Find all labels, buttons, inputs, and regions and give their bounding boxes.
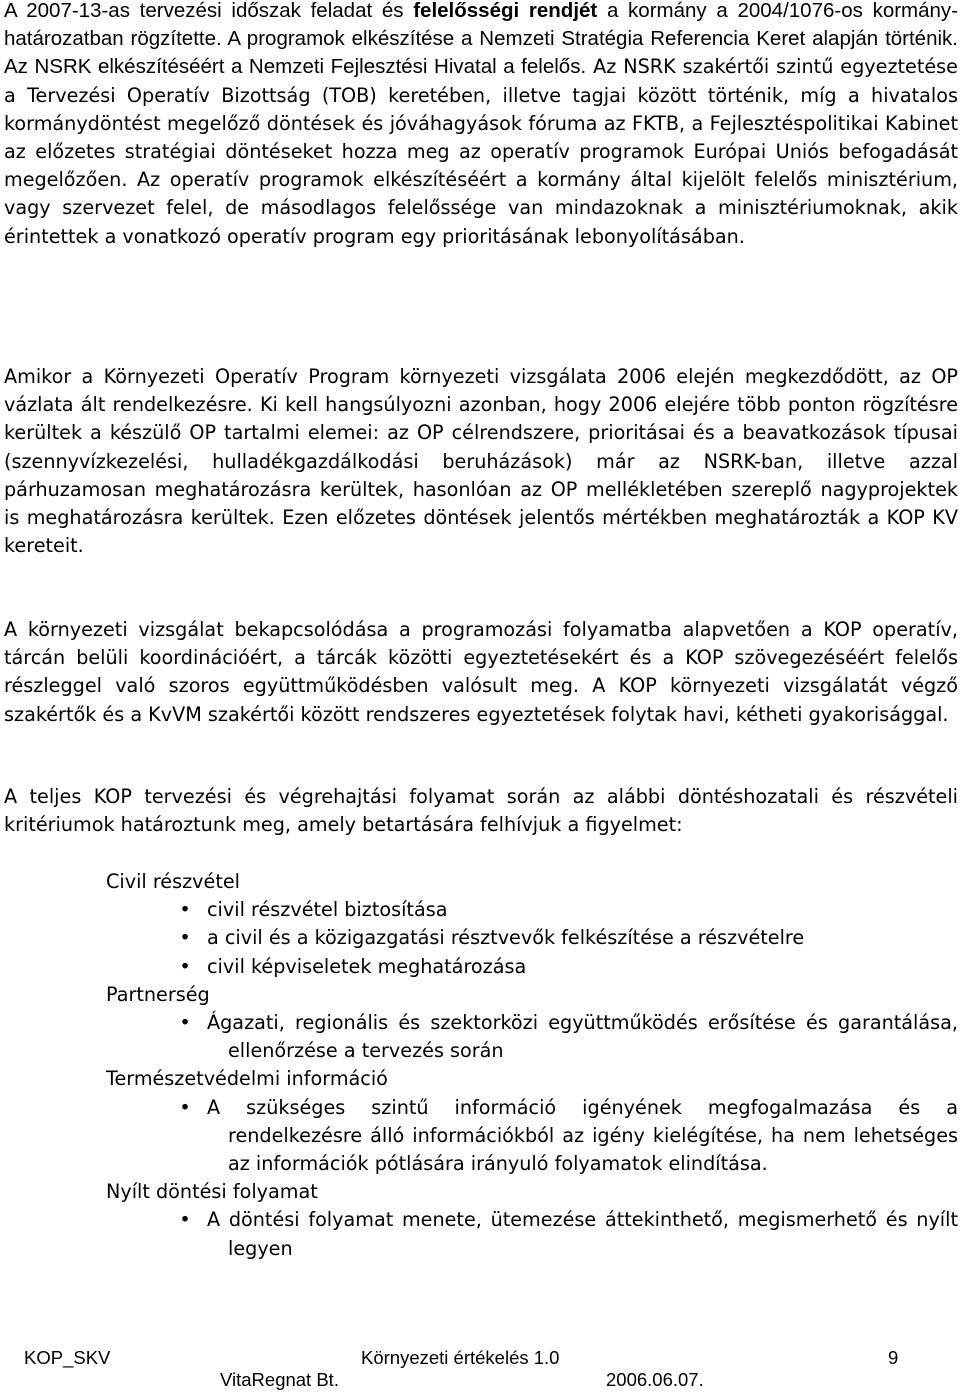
list-item-text: Ágazati, regionális és szektorközi együttműködés erősítése és garantálása, ellenőrzése a tervezés során <box>207 1011 958 1063</box>
paragraph-text: A 2007-13-as tervezési időszak feladat és <box>4 0 414 22</box>
bullet-list <box>4 1009 958 1065</box>
bullet-list <box>4 896 958 981</box>
bullet-icon: • <box>179 1208 191 1232</box>
section-civil <box>4 868 958 981</box>
bullet-icon: • <box>179 954 191 978</box>
footer-doc-title: Környezeti értékelés 1.0 <box>361 1347 560 1368</box>
section-title: Partnerség <box>106 982 210 1006</box>
list-item-text: A döntési folyamat menete, ütemezése áttekinthető, megismerhető és nyílt legyen <box>207 1208 958 1260</box>
section-nature-info <box>4 1065 958 1178</box>
section-open-decision <box>4 1178 958 1263</box>
list-item <box>179 896 958 924</box>
bullet-list <box>4 1094 958 1179</box>
list-item <box>179 1206 958 1262</box>
list-item-text: a civil és a közigazgatási résztvevők felkészítése a részvételre <box>207 926 805 950</box>
list-item-text: civil képviseletek meghatározása <box>207 954 527 978</box>
footer-doc-code: KOP_SKV <box>24 1347 111 1368</box>
footer-date: 2006.06.07. <box>606 1369 704 1390</box>
list-item-text: A szükséges szintű információ igényének megfogalmazása és a rendelkezésre álló információkból az igény kielégítése, ha nem lehetséges az információk pótlására irányuló folyamatok elindítása. <box>207 1095 958 1176</box>
list-item <box>179 953 958 981</box>
paragraph-kop-assessment: Amikor a Környezeti Operatív Program környezeti vizsgálata 2006 elején megkezdődött, az OP vázlata ált rendelkezésre. Ki kell hangsúlyozni azonban, hogy 2006 elejére több ponton rögzítésre kerültek a készülő OP tartalmi elemei: az OP célrendszere, prioritásai és a beavatkozások típusai (szennyvízkezelési, hulladékgazdálkodási beruházások) már az NSRK-ban, illetve azzal párhuzamosan meghatározásra kerültek, hasonlóan az OP mellékletében szereplő nagyprojektek is meghatározásra kerültek. Ezen előzetes döntések jelentős mértékben meghatározták a KOP KV kereteit. <box>4 365 958 558</box>
criteria-sections <box>4 868 958 1263</box>
section-title: Nyílt döntési folyamat <box>106 1180 318 1204</box>
list-item <box>179 1094 958 1179</box>
bullet-list <box>4 1206 958 1262</box>
footer-company: VitaRegnat Bt. <box>220 1369 339 1390</box>
paragraph-integration: A környezeti vizsgálat bekapcsolódása a programozási folyamatba alapvetően a KOP operatív, tárcán belüli koordinációért, a tárcák közötti egyeztetésekért és a KOP szövegezéséért felelős részleggel való szoros együttműködésben valósult meg. A KOP környezeti vizsgálatát végző szakértők és a KvVM szakértői között rendszeres egyeztetések folytak havi, kétheti gyakorisággal. <box>4 618 958 726</box>
bullet-icon: • <box>179 926 191 950</box>
list-item <box>179 924 958 952</box>
paragraph-responsibility <box>4 0 958 251</box>
section-partnership <box>4 981 958 1066</box>
bullet-icon: • <box>179 1095 191 1119</box>
list-item-text: civil részvétel biztosítása <box>207 898 448 922</box>
section-title: Civil részvétel <box>106 870 241 893</box>
section-title: Természetvédelmi információ <box>106 1067 388 1091</box>
page-number: 9 <box>888 1347 899 1368</box>
paragraph-text: Az NSRK szakértői szintű egyeztetése a Tervezési Operatív Bizottság (TOB) keretében, illetve tagjai között történik, míg a hivatalos kormánydöntést megelőző döntések és jóváhagyások fóruma az FKTB, a Fejlesztéspolitikai Kabinet az előzetes stratégiai döntéseket hozza meg az operatív programok Európai Uniós befogadását megelőzően. Az operatív programok elkészítéséért a kormány által kijelölt felelős minisztérium, vagy szervezet felel, de másodlagos felelőssége van mindazoknak a minisztériumoknak, akik érintettek a vonatkozó operatív program egy prioritásának lebonyolításában. <box>4 55 958 248</box>
paragraph-text: a kormány a 2004/1076-os kormány-határozatban rögzítette. A programok elkészítése a Nemzeti Stratégia Referencia Keret alapján történik. Az NSRK elkészítéséért a Nemzeti Fejlesztési Hivatal a felelős. <box>4 0 958 79</box>
bullet-icon: • <box>179 1011 191 1035</box>
list-item <box>179 1009 958 1065</box>
bold-phrase: felelősségi rendjét <box>413 0 598 22</box>
bullet-icon: • <box>179 898 191 922</box>
paragraph-criteria-intro: A teljes KOP tervezési és végrehajtási folyamat során az alábbi döntéshozatali és részvételi kritériumok határoztunk meg, amely betartására felhívjuk a figyelmet: <box>4 785 958 837</box>
